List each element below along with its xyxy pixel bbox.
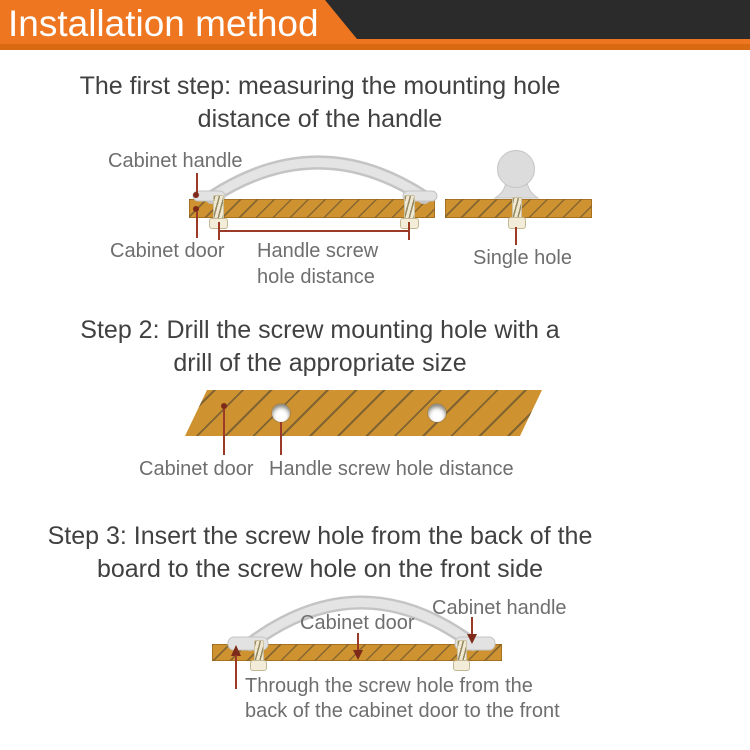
label-cabinet-handle-step3: Cabinet handle xyxy=(432,597,567,619)
measurement-tick-right-step1 xyxy=(408,222,410,240)
pointer-line-cabinet-door-step1 xyxy=(196,212,198,238)
measurement-tick-left-step1 xyxy=(218,222,220,240)
step2-heading-line1: Step 2: Drill the screw mounting hole with a xyxy=(80,316,560,344)
step1-heading-line1: The first step: measuring the mounting hole xyxy=(79,72,561,100)
label-screw-distance-step2: Handle screw hole distance xyxy=(269,458,514,480)
pointer-line-cabinet-door-step2 xyxy=(223,409,225,455)
label-cabinet-door-step1: Cabinet door xyxy=(110,240,225,262)
label-through-line1-step3: Through the screw hole from the xyxy=(245,675,533,697)
label-single-hole: Single hole xyxy=(473,247,572,269)
pointer-dot-cabinet-handle-step1 xyxy=(193,192,199,198)
nut-knob xyxy=(508,217,526,229)
label-screw-distance-line1-step1: Handle screw xyxy=(257,240,379,262)
arrowhead-cabinet-handle-step3 xyxy=(467,634,477,644)
label-cabinet-door-step3: Cabinet door xyxy=(300,612,415,634)
pointer-line-through-hole-step3 xyxy=(235,655,237,689)
step2-heading-line2: drill of the appropriate size xyxy=(173,349,467,377)
step1-heading-line2: distance of the handle xyxy=(197,105,443,133)
label-screw-distance-line2-step1: hole distance xyxy=(257,266,375,288)
nut-right-step3 xyxy=(453,660,470,671)
knob-ball xyxy=(498,151,535,188)
arrowhead-cabinet-door-step3 xyxy=(353,650,363,660)
label-cabinet-handle-step1: Cabinet handle xyxy=(108,150,243,172)
nut-left-step3 xyxy=(250,660,267,671)
pointer-line-single-hole xyxy=(515,227,517,245)
page-title: Installation method xyxy=(8,3,319,44)
step3-heading-line1: Step 3: Insert the screw hole from the back of the xyxy=(47,522,593,550)
label-cabinet-door-step2: Cabinet door xyxy=(139,458,254,480)
pointer-line-screw-distance-step2 xyxy=(280,422,282,455)
label-through-line2-step3: back of the cabinet door to the front xyxy=(245,700,560,722)
measurement-line-step1 xyxy=(219,230,409,232)
step3-heading-line2: board to the screw hole on the front side xyxy=(96,555,544,583)
pointer-line-cabinet-handle-step1 xyxy=(196,173,198,194)
